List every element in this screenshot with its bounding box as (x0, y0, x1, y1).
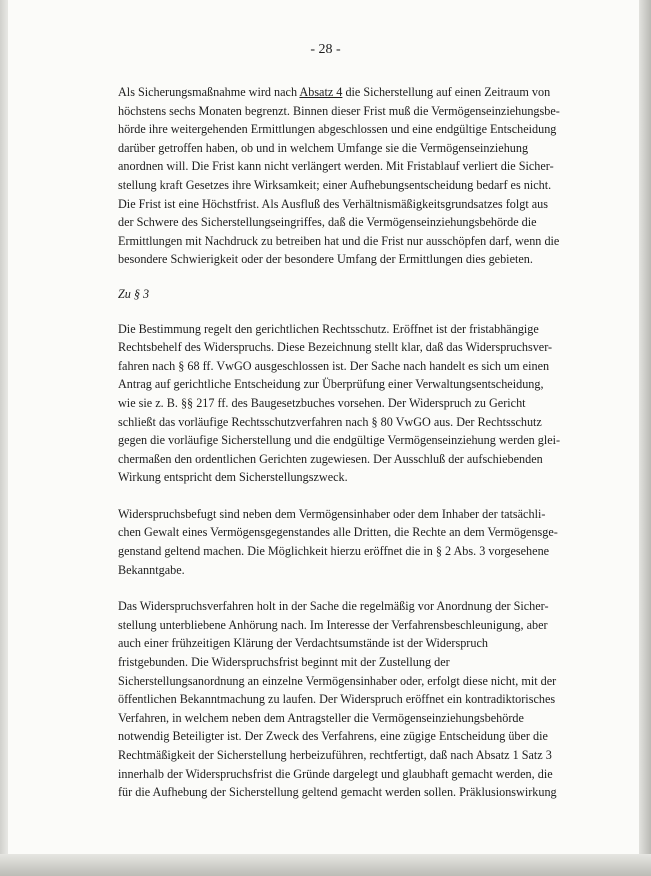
paragraph-line: Wirkung entspricht dem Sicherstellungszweck. (118, 470, 348, 485)
paragraph-line: stellung unterbliebene Anhörung nach. Im Interesse der Verfahrensbeschleunigung, aber (118, 617, 548, 632)
paragraph-4 (118, 597, 557, 802)
paragraph-line: notwendig Beteiligter ist. Der Zweck des Verfahrens, eine zügige Entscheidung über die (118, 729, 548, 744)
paragraph-line: auch einer frühzeitigen Klärung der Verdachtsumstände ist der Widerspruch (118, 636, 488, 651)
paragraph-line: besondere Schwierigkeit oder der besondere Umfang der Ermittlungen dies gebieten. (118, 252, 533, 267)
paragraph-line: chen Gewalt eines Vermögensgegenstandes alle Dritten, die Rechte an dem Vermögensge- (118, 525, 558, 540)
paragraph-line: darüber getroffen haben, ob und in welchem Umfange sie die Vermögenseinziehung (118, 140, 529, 155)
paragraph-line: hörde ihre weitergehenden Ermittlungen abgeschlossen und eine endgültige Entscheidung (118, 122, 557, 137)
paragraph-line: der Schwere des Sicherstellungseingriffes, daß die Vermögenseinziehungsbehörde die (118, 215, 537, 230)
paragraph-line: Das Widerspruchsverfahren holt in der Sache die regelmäßig vor Anordnung der Sicher- (118, 599, 549, 614)
absatz-4-reference: Absatz 4 (299, 85, 343, 99)
section-heading: Zu § 3 (118, 286, 150, 301)
paragraph-line: schließt das vorläufige Rechtsschutzverfahren nach § 80 VwGO aus. Der Rechtsschutz (118, 414, 542, 429)
scan-edge-bottom (0, 854, 651, 876)
paragraph-1 (118, 83, 560, 269)
paragraph-line: Ermittlungen mit Nachdruck zu betreiben hat und die Frist nur ausschöpfen darf, wenn die (118, 233, 560, 248)
paragraph-line: für die Aufhebung der Sicherstellung geltend gemacht werden sollen. Präklusionswirkung (118, 785, 557, 800)
paragraph-3 (118, 505, 558, 579)
paragraph-line: Rechtmäßigkeit der Sicherstellung herbeizuführen, rechtfertigt, daß nach Absatz 1 Satz 3 (118, 748, 552, 762)
paragraph-line: wie sie z. B. §§ 217 ff. des Baugesetzbuches vorsehen. Der Widerspruch zu Gericht (118, 395, 526, 410)
paragraph-line: chermaßen den ordentlichen Gerichten zugewiesen. Der Ausschluß der aufschiebenden (118, 451, 543, 466)
paragraph-line: fahren nach § 68 ff. VwGO ausgeschlossen ist. Der Sache nach handelt es sich um einen (118, 358, 550, 373)
paragraph-line: Verfahren, in welchem neben dem Antragsteller die Vermögenseinziehungsbehörde (118, 710, 524, 725)
paragraph-line: höchstens sechs Monaten begrenzt. Binnen dieser Frist muß die Vermögenseinziehungsbe- (118, 103, 560, 118)
paragraph-line: Als Sicherungsmaßnahme wird nach Absatz 4 die Sicherstellung auf einen Zeitraum von (118, 85, 551, 99)
paragraph-line: Widerspruchsbefugt sind neben dem Vermögensinhaber oder dem Inhaber der tatsächli- (118, 506, 546, 521)
paragraph-line: stellung kraft Gesetzes ihre Wirksamkeit; einer Aufhebungsentscheidung bedarf es nicht. (118, 177, 552, 192)
paragraph-line: Rechtsbehelf des Widerspruchs. Diese Bezeichnung stellt klar, daß das Widerspruchsver- (118, 340, 553, 355)
page-number: - 28 - (310, 42, 341, 57)
scan-edge-right (639, 0, 651, 876)
paragraph-line: Bekanntgabe. (118, 562, 185, 577)
paragraph-line: öffentlichen Bekanntmachung zu laufen. Der Widerspruch eröffnet ein kontradiktorisches (118, 692, 556, 707)
paragraph-line: fristgebunden. Die Widerspruchsfrist beginnt mit der Zustellung der (118, 655, 450, 670)
paragraph-2 (118, 320, 561, 487)
paragraph-line: Die Bestimmung regelt den gerichtlichen Rechtsschutz. Eröffnet ist der fristabhängige (118, 321, 539, 336)
document-body (118, 83, 561, 802)
paragraph-line: innerhalb der Widerspruchsfrist die Gründe dargelegt und glaubhaft gemacht werden, die (118, 766, 553, 781)
paragraph-line: genstand geltend machen. Die Möglichkeit hierzu eröffnet die in § 2 Abs. 3 vorgesehene (118, 544, 550, 559)
paragraph-line: Die Frist ist eine Höchstfrist. Als Ausfluß des Verhältnismäßigkeitsgrundsatzes folgt aus (118, 196, 549, 211)
paragraph-line: Antrag auf gerichtliche Entscheidung zur Überprüfung einer Verwaltungsentscheidung, (118, 377, 544, 392)
paragraph-line: anordnen will. Die Frist kann nicht verlängert werden. Mit Fristablauf verliert die Sicher- (118, 159, 554, 174)
paragraph-line: Sicherstellungsanordnung an einzelne Vermögensinhaber oder, erfolgt diese nicht, mit der (118, 673, 557, 688)
paragraph-line: gegen die vorläufige Sicherstellung und die endgültige Vermögenseinziehung werden glei- (118, 433, 561, 448)
